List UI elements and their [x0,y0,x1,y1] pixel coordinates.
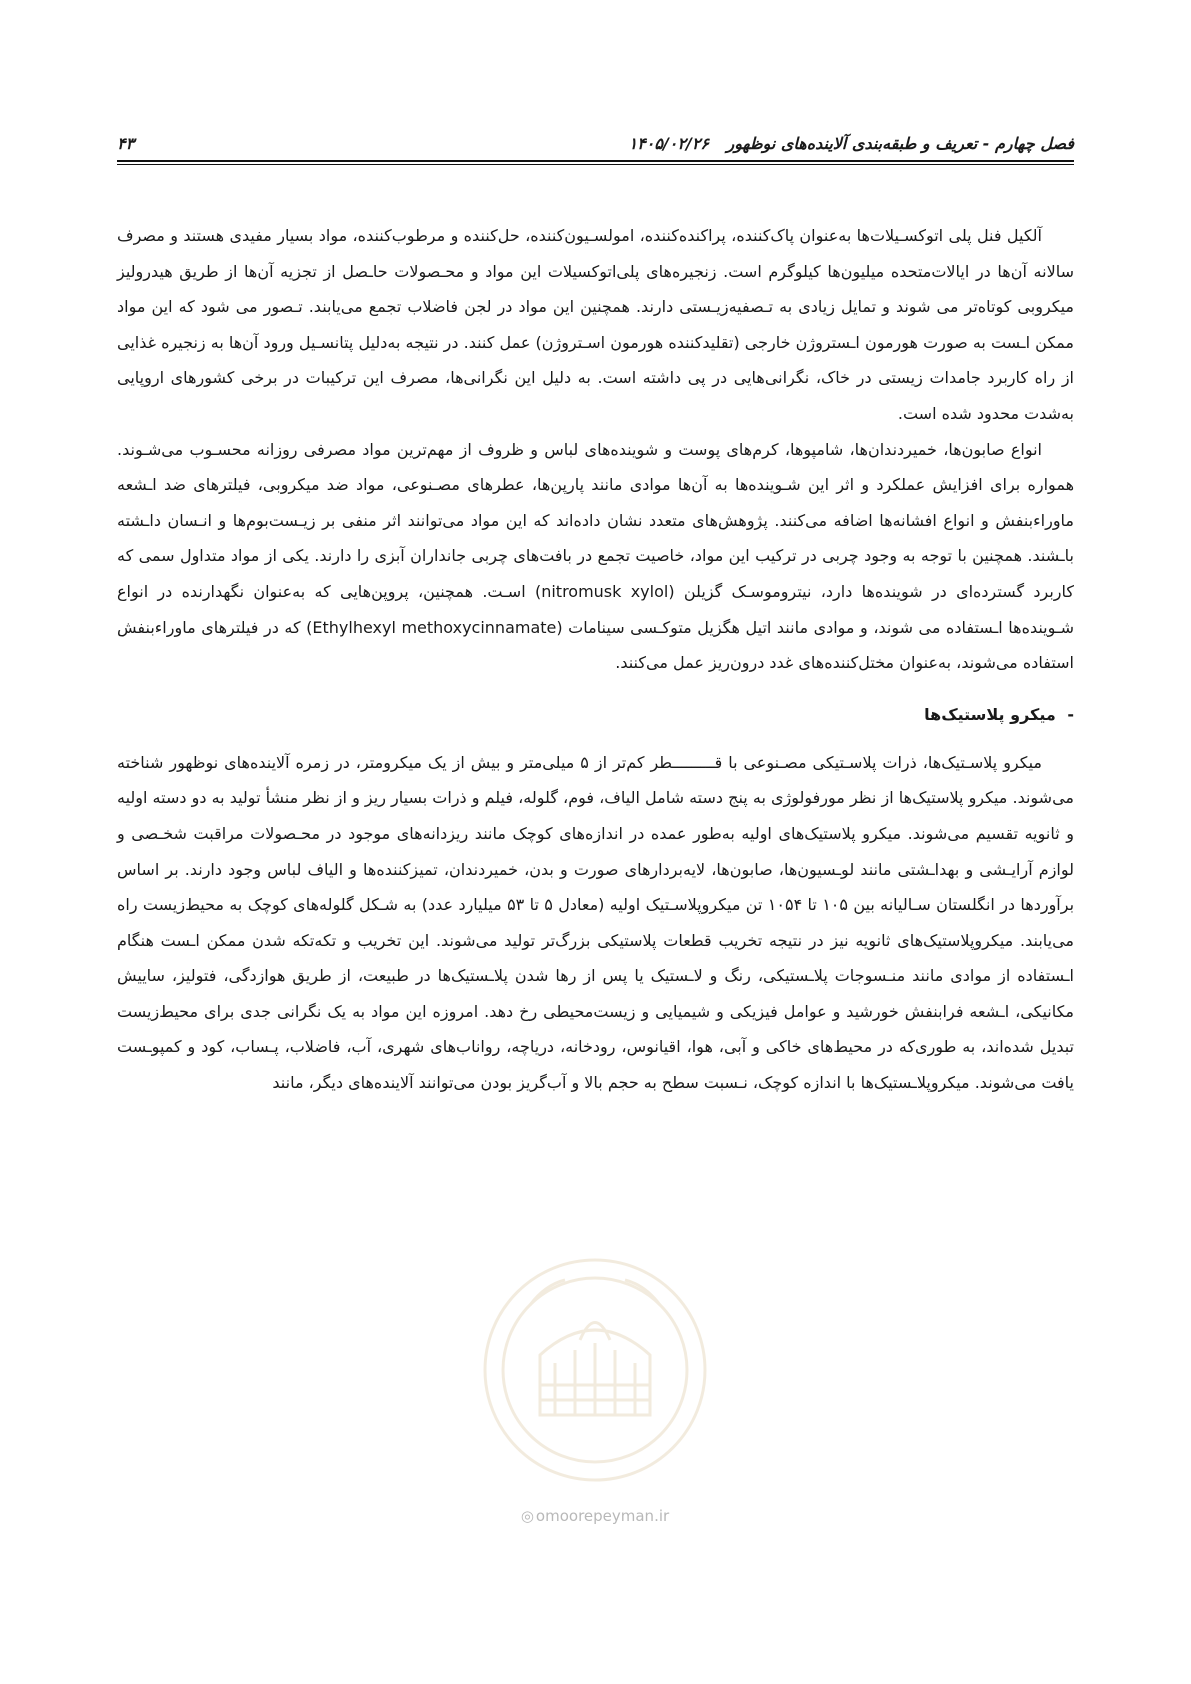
heading-title: میکرو پلاستیک‌ها [924,704,1056,724]
header-rule [117,160,1074,162]
document-body [117,218,1074,1101]
heading-dash: - [1067,704,1074,724]
page-number: ۴۳ [117,134,135,153]
header-rule-thin [117,164,1074,165]
body-paragraph: آلکیل فنل پلی اتوکسـیلات‌ها به‌عنوان پاک‌کننده، پراکنده‌کننده، امولسـیون‌کننده، حل‌کننده و مرطوب‌کننده، مواد بسیار مفیدی هستند و مصرف سالانه آن‌ها در ایالات‌متحده میلیون‌ها کیلوگرم است. زنجیره‌های پلی‌اتوکسیلات این مواد و محـصولات حاـصل از تجزیه آن‌ها از طریق هیدرولیز میکروبی کوتاه‌تر می شوند و تمایل زیادی به تـصفیه‌زیـستی دارند. همچنین این مواد در لجن فاضلاب تجمع می‌یابند. تـصور می شود که این مواد ممکن اـست به صورت هورمون اـستروژن خارجی (تقلیدکننده هورمون اسـتروژن) عمل کنند. در نتیجه به‌دلیل پتانسـیل ورود آن‌ها به زنجیره غذایی از راه کاربرد جامدات زیستی در خاک، نگرانی‌هایی در پی داشته است. به دلیل این نگرانی‌ها، مصرف این ترکیبات در برخی کشورهای اروپایی به‌شدت محدود شده است. [117,226,1074,423]
page-header [117,128,1074,158]
watermark-seal [470,1245,720,1495]
watermark-label: ◎ omoorepeyman.ir [520,1507,670,1525]
section-heading [117,701,1074,729]
header-date: ۱۴۰۵/۰۲/۲۶ [628,134,709,153]
chapter-title: فصل چهارم - تعریف و طبقه‌بندی آلاینده‌های نوظهور [726,134,1074,153]
body-paragraph: انواع صابون‌ها، خمیردندان‌ها، شامپوها، کرم‌های پوست و شوینده‌های لباس و ظروف از مهم‌ترین مواد مصرفی روزانه محسـوب می‌شـوند. همواره برای افزایش عملکرد و اثر این شـوینده‌ها به آن‌ها موادی مانند پارپن‌ها، عطرهای مصـنوعی، مواد ضد میکروبی، فیلترهای ضد اـشعه ماوراءبنفش و انواع افشانه‌ها اضافه می‌کنند. پژوهش‌های متعدد نشان داده‌اند که این مواد می‌توانند اثر منفی بر زیـست‌بوم‌ها و انـسان داـشته باـشند. همچنین با توجه به وجود چربی در ترکیب این مواد، خاصیت تجمع در بافت‌های چربی جانداران آبزی را دارند. یکی از مواد متداول سمی که کاربرد گسترده‌ای در شوینده‌ها دارد، نیتروموسـک گزیلن (nitromusk xylol) اسـت. همچنین، پروپن‌هایی که به‌عنوان نگهدارنده در انواع شـوینده‌ها اـستفاده می شوند، و موادی مانند اتیل هگزیل متوکـسی سینامات (Ethylhexyl methoxycinnamate) که در فیلترهای ماوراءبنفش استفاده می‌شوند، به‌عنوان مختل‌کننده‌های غدد درون‌ریز عمل می‌کنند. [117,439,1075,673]
body-paragraph: میکرو پلاسـتیک‌ها، ذرات پلاسـتیکی مصـنوعی با قـــــــــطر کم‌تر از ۵ میلی‌متر و بیش از یک میکرومتر، در زمره آلاینده‌های نوظهور شناخته می‌شوند. میکرو پلاستیک‌ها از نظر مورفولوژی به پنج دسته شامل الیاف، فوم، گلوله، فیلم و ذرات بسیار ریز و از نظر منشأ تولید به دو دسته اولیه و ثانویه تقسیم می‌شوند. میکرو پلاستیک‌های اولیه به‌طور عمده در اندازه‌های کوچک مانند ریزدانه‌های موجود در محـصولات مراقبت شخـصی و لوازم آرایـشی و بهداـشتی مانند لوـسیون‌ها، صابون‌ها، لایه‌بردارهای صورت و بدن، خمیردندان، تمیزکننده‌ها و الیاف لباس وجود دارند. بر اساس برآوردها در انگلستان سـاليانه بين ۱۰۵ تا ۱۰۵۴ تن ميكروپلاسـتيک اوليه (معادل ۵ تا ۵۳ ميليارد عدد) به شـكل گلوله‌هاى كوچک به محيط‌زيست راه می‌يابند. ميكروپلاستيک‌های ثانويه نيز در نتيجه تخريب قطعات پلاستيكی بزرگ‌تر توليد می‌شوند. اين تخريب و تكه‌تكه شدن ممكن اـست هنگام اـستفاده از موادی مانند منـسوجات پلاـستيكی، رنگ و لاـستيک يا پس از رها شدن پلاـستيک‌ها در طبيعت، از طريق هوازدگی، فتوليز، ساييش مكانيكی، اـشعه فرابنفش خورشيد و عوامل فيزيكی و شيميايی و زيست‌محيطی رخ دهد. امروزه اين مواد به يک نگرانی جدی برای محيط‌زيست تبديل شده‌اند، به طوری‌كه در محيط‌های خاكی و آبی، هوا، اقيانوس، رودخانه، درياچه، رواناب‌های شهری، آب، فاضلاب، پـساب، كود و كمپوـست يافت می‌شوند. ميكروپلاـستيک‌ها با اندازه كوچک، نـسبت سطح به حجم بالا و آب‌گريز بودن می‌توانند آلاينده‌های ديگر، مانند [117,752,1075,1093]
instagram-icon: ◎ [520,1507,534,1525]
